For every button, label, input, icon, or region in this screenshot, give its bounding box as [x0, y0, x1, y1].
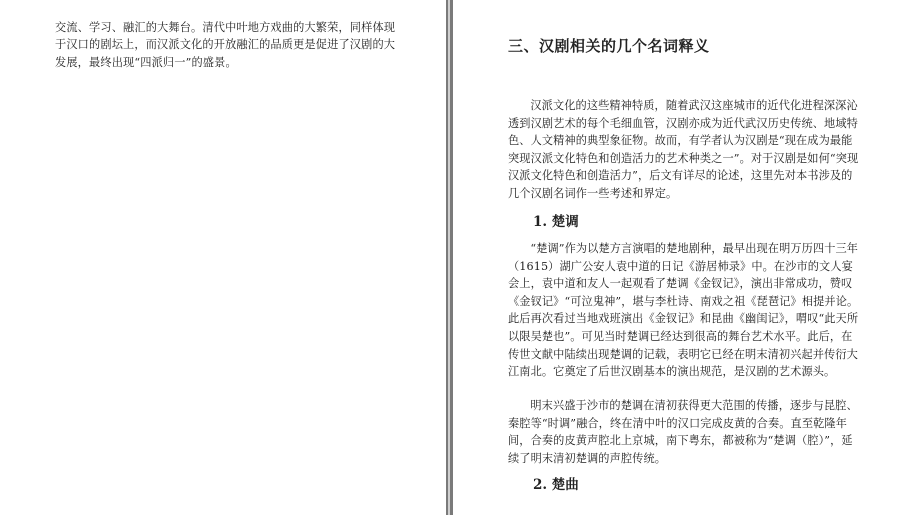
left-page-paragraph: 交流、学习、融汇的大舞台。清代中叶地方戏曲的大繁荣，同样体现于汉口的剧坛上，而汉派文化的开放融汇的品质更是促进了汉剧的大发展，最终出现“四派归一”的盛景。: [55, 21, 396, 69]
intro-paragraph: 汉派文化的这些精神特质，随着武汉这座城市的近代化进程深深沁透到汉剧艺术的每个毛细血管，汉剧亦成为近代武汉历史传统、地域特色、人文精神的典型象征物。故而，有学者认为汉剧是“现在成为最能突现汉派文化特色和创造活力的艺术种类之一”。对于汉剧是如何“突现汉派文化特色和创造活力”，后文有详尽的论述，这里先对本书涉及的几个汉剧名词作一些考述和界定。: [508, 99, 859, 200]
section-title: 三、汉剧相关的几个名词释义: [508, 37, 710, 55]
subsection-title-chuqu: 2. 楚曲: [533, 477, 579, 493]
page-gutter-divider: [446, 0, 453, 515]
chudiao-paragraph-2: 明末兴盛于沙市的楚调在清初获得更大范围的传播，逐步与昆腔、秦腔等“时调”融合，终在清中叶的汉口完成皮黄的合奏。直至乾隆年间，合奏的皮黄声腔北上京城，南下粤东，都被称为“楚调（腔）”，延续了明末清初楚调的声腔传统。: [508, 399, 858, 465]
subsection-title-chudiao: 1. 楚调: [533, 214, 579, 230]
right-page: [453, 0, 900, 515]
chudiao-paragraph-1: “楚调”作为以楚方言演唱的楚地剧种，最早出现在明万历四十三年（1615）湖广公安人袁中道的日记《游居杮录》中。在沙市的文人宴会上，袁中道和友人一起观看了楚调《金钗记》，演出非常成功，赞叹《金钗记》“可泣鬼神”，堪与李杜诗、南戏之祖《琵琶记》相提并论。此后再次看过当地戏班演出《金钗记》和昆曲《幽闺记》，喟叹“此天所以限吴楚也”。可见当时楚调已经达到很高的舞台艺术水平。此后，在传世文献中陆续出现楚调的记载，表明它已经在明末清初兴起并传衍大江南北。它奠定了后世汉剧基本的演出规范，是汉剧的艺术源头。: [508, 242, 859, 379]
left-page: [0, 0, 446, 515]
